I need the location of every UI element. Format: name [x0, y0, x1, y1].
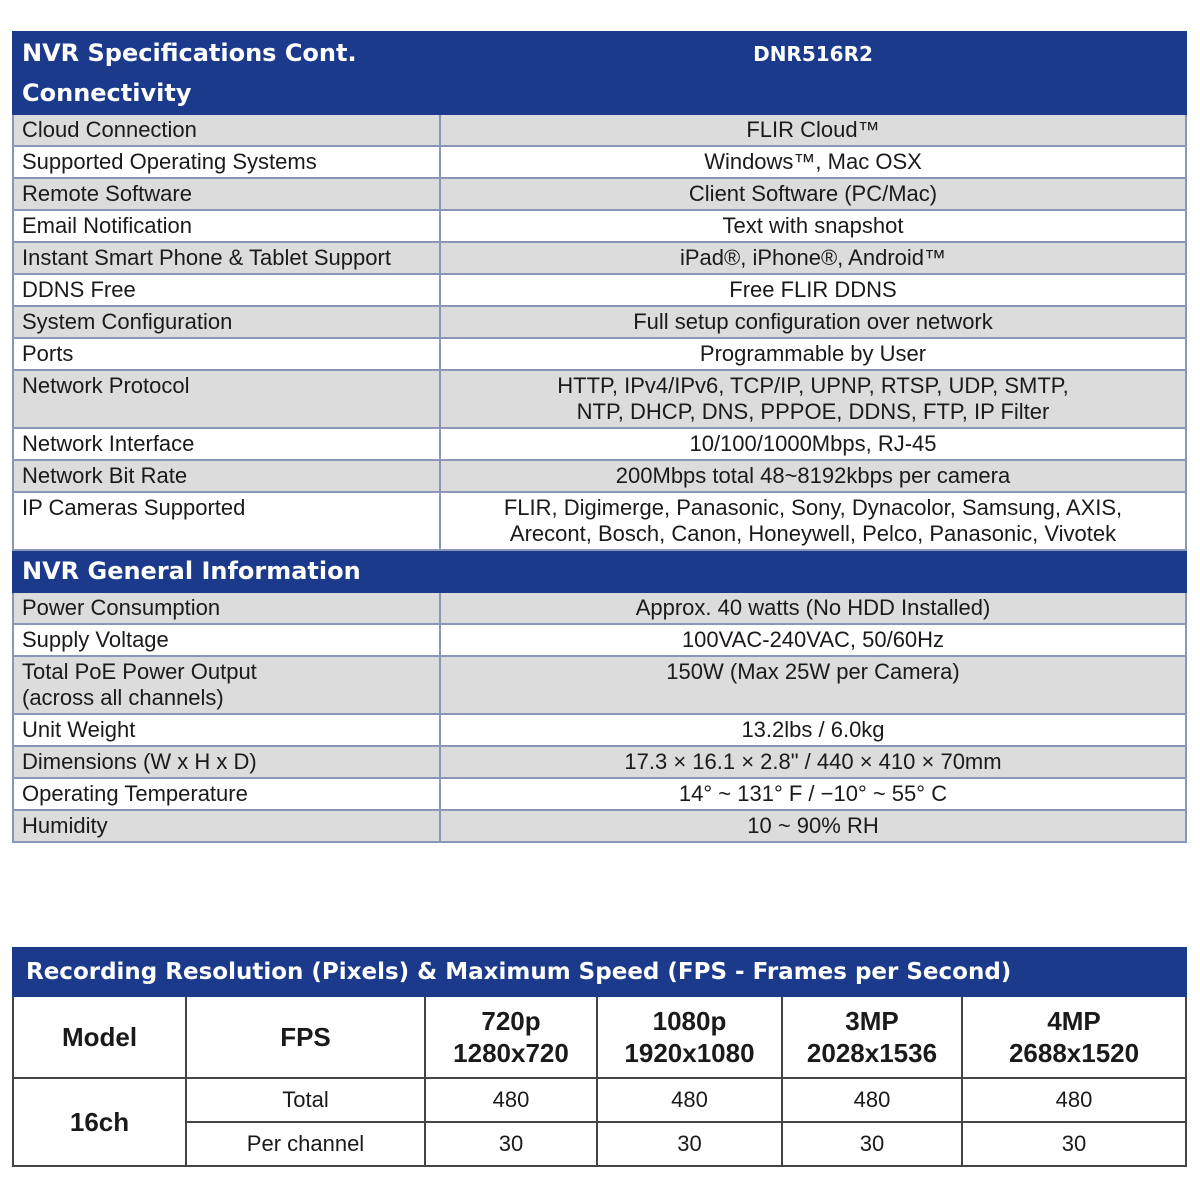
spec-label-line: Network Bit Rate — [22, 463, 188, 488]
fps-value: 30 — [962, 1122, 1186, 1166]
fps-value: 480 — [962, 1078, 1186, 1122]
spec-label — [13, 114, 440, 146]
fps-value: 30 — [782, 1122, 962, 1166]
spec-label-line: Supply Voltage — [22, 627, 169, 652]
spec-row — [13, 146, 1186, 178]
spec-value-line: 10/100/1000Mbps, RJ-45 — [689, 431, 937, 456]
fps-value: 30 — [425, 1122, 597, 1166]
recording-table-title: Recording Resolution (Pixels) & Maximum Speed (FPS - Frames per Second) — [13, 948, 1186, 996]
spec-value — [440, 460, 1186, 492]
nvr-specifications-table — [12, 31, 1187, 843]
recording-row — [13, 1122, 1186, 1166]
spec-value-line: 200Mbps total 48~8192kbps per camera — [615, 463, 1011, 488]
spec-value — [440, 274, 1186, 306]
resolution-pixels: 2688x1520 — [1008, 1038, 1140, 1068]
spec-row — [13, 210, 1186, 242]
resolution-name: 4MP — [1047, 1006, 1101, 1036]
spec-header-row — [13, 32, 1186, 114]
spec-label — [13, 274, 440, 306]
spec-label-line: Cloud Connection — [22, 117, 197, 142]
spec-value-line: Programmable by User — [699, 341, 927, 366]
spec-row — [13, 656, 1186, 714]
spec-label — [13, 810, 440, 842]
spec-label-line: Dimensions (W x H x D) — [22, 749, 257, 774]
spec-label-line: Supported Operating Systems — [22, 149, 317, 174]
model-name: DNR516R2 — [440, 32, 1186, 114]
spec-label-line: Remote Software — [22, 181, 192, 206]
spec-value — [440, 242, 1186, 274]
fps-value: 480 — [597, 1078, 782, 1122]
spec-value — [440, 338, 1186, 370]
spec-label — [13, 210, 440, 242]
spec-row — [13, 338, 1186, 370]
spec-label-line: System Configuration — [22, 309, 233, 334]
resolution-header — [782, 996, 962, 1078]
spec-label — [13, 624, 440, 656]
recording-title-row — [13, 948, 1186, 996]
spec-label-line: Email Notification — [22, 213, 192, 238]
resolution-name: 1080p — [652, 1006, 727, 1036]
resolution-name: 720p — [481, 1006, 541, 1036]
spec-label-line: IP Cameras Supported — [22, 495, 246, 520]
spec-label-line: Humidity — [22, 813, 108, 838]
spec-value — [440, 746, 1186, 778]
spec-row — [13, 624, 1186, 656]
spec-value-line: FLIR, Digimerge, Panasonic, Sony, Dynacolor, Samsung, AXIS, — [503, 495, 1123, 520]
spec-value — [440, 210, 1186, 242]
spec-label — [13, 428, 440, 460]
spec-row — [13, 274, 1186, 306]
spec-label — [13, 460, 440, 492]
spec-value — [440, 306, 1186, 338]
spec-label — [13, 306, 440, 338]
spec-label-line: Instant Smart Phone & Tablet Support — [22, 245, 391, 270]
fps-row-label: Per channel — [186, 1122, 425, 1166]
spec-value — [440, 656, 1186, 714]
spec-label-line: (across all channels) — [22, 685, 224, 710]
spec-row — [13, 810, 1186, 842]
spec-value-line: 10 ~ 90% RH — [747, 813, 879, 838]
spec-header-title — [13, 32, 440, 114]
spec-label — [13, 242, 440, 274]
spec-row — [13, 746, 1186, 778]
spec-label — [13, 746, 440, 778]
spec-row — [13, 592, 1186, 624]
spec-value-line: 17.3 × 16.1 × 2.8" / 440 × 410 × 70mm — [624, 749, 1002, 774]
fps-row-label: Total — [186, 1078, 425, 1122]
spec-label — [13, 178, 440, 210]
model-header: Model — [13, 996, 186, 1078]
spec-value — [440, 492, 1186, 550]
spec-value — [440, 592, 1186, 624]
resolution-header — [962, 996, 1186, 1078]
spec-row — [13, 242, 1186, 274]
spec-value-line: Arecont, Bosch, Canon, Honeywell, Pelco, Panasonic, Vivotek — [509, 521, 1117, 546]
resolution-pixels: 1280x720 — [453, 1038, 569, 1068]
spec-row — [13, 114, 1186, 146]
recording-header-row — [13, 996, 1186, 1078]
model-value: 16ch — [13, 1078, 186, 1166]
spec-value-line: iPad®, iPhone®, Android™ — [679, 245, 947, 270]
spec-value-line: Text with snapshot — [722, 213, 904, 238]
resolution-name: 3MP — [845, 1006, 899, 1036]
spec-value-line: Approx. 40 watts (No HDD Installed) — [635, 595, 991, 620]
spec-value-line: Windows™, Mac OSX — [704, 149, 922, 174]
resolution-pixels: 1920x1080 — [624, 1038, 755, 1068]
spec-value — [440, 178, 1186, 210]
spec-label-line: Unit Weight — [22, 717, 136, 742]
spec-label — [13, 146, 440, 178]
spec-value-line: Full setup configuration over network — [633, 309, 993, 334]
spec-row — [13, 428, 1186, 460]
spec-label-line: Ports — [22, 341, 74, 366]
spec-row — [13, 714, 1186, 746]
spec-label-line: DDNS Free — [22, 277, 136, 302]
spec-value — [440, 370, 1186, 428]
resolution-header — [597, 996, 782, 1078]
spec-label — [13, 492, 440, 550]
spec-label-line: Total PoE Power Output — [22, 659, 257, 684]
spec-row — [13, 306, 1186, 338]
spec-row — [13, 778, 1186, 810]
resolution-header — [425, 996, 597, 1078]
spec-row — [13, 492, 1186, 550]
fps-value: 480 — [782, 1078, 962, 1122]
spec-value-line: Client Software (PC/Mac) — [688, 181, 938, 206]
spec-label — [13, 656, 440, 714]
spec-label-line: Operating Temperature — [22, 781, 248, 806]
recording-row — [13, 1078, 1186, 1122]
connectivity-section-title: Connectivity — [22, 79, 192, 107]
spec-value-line: FLIR Cloud™ — [746, 117, 880, 142]
spec-value-line: HTTP, IPv4/IPv6, TCP/IP, UPNP, RTSP, UDP, SMTP, — [557, 373, 1069, 398]
fps-value: 480 — [425, 1078, 597, 1122]
spec-label-line: Network Interface — [22, 431, 195, 456]
resolution-pixels: 2028x1536 — [806, 1038, 938, 1068]
spec-label — [13, 714, 440, 746]
spec-row — [13, 370, 1186, 428]
spec-value — [440, 146, 1186, 178]
spec-label — [13, 370, 440, 428]
spec-value-line: Free FLIR DDNS — [729, 277, 897, 302]
general-section-row — [13, 550, 1186, 592]
spec-row — [13, 460, 1186, 492]
spec-value — [440, 810, 1186, 842]
general-section-title: NVR General Information — [13, 550, 1186, 592]
fps-header: FPS — [186, 996, 425, 1078]
spec-label — [13, 592, 440, 624]
spec-value-line: NTP, DHCP, DNS, PPPOE, DDNS, FTP, IP Filter — [576, 399, 1050, 424]
spec-label-line: Power Consumption — [22, 595, 221, 620]
spec-value — [440, 428, 1186, 460]
spec-value — [440, 114, 1186, 146]
recording-resolution-table — [12, 947, 1187, 1167]
fps-value: 30 — [597, 1122, 782, 1166]
spec-row — [13, 178, 1186, 210]
spec-value — [440, 778, 1186, 810]
spec-header-title-line1: NVR Specifications Cont. — [22, 39, 357, 67]
spec-label-line: Network Protocol — [22, 373, 190, 398]
spec-label — [13, 338, 440, 370]
spec-value-line: 100VAC-240VAC, 50/60Hz — [681, 627, 945, 652]
spec-value-line: 14° ~ 131° F / −10° ~ 55° C — [678, 781, 948, 806]
spec-value — [440, 714, 1186, 746]
spec-label — [13, 778, 440, 810]
spec-value — [440, 624, 1186, 656]
spec-value-line: 13.2lbs / 6.0kg — [741, 717, 885, 742]
spec-value-line: 150W (Max 25W per Camera) — [666, 659, 960, 684]
